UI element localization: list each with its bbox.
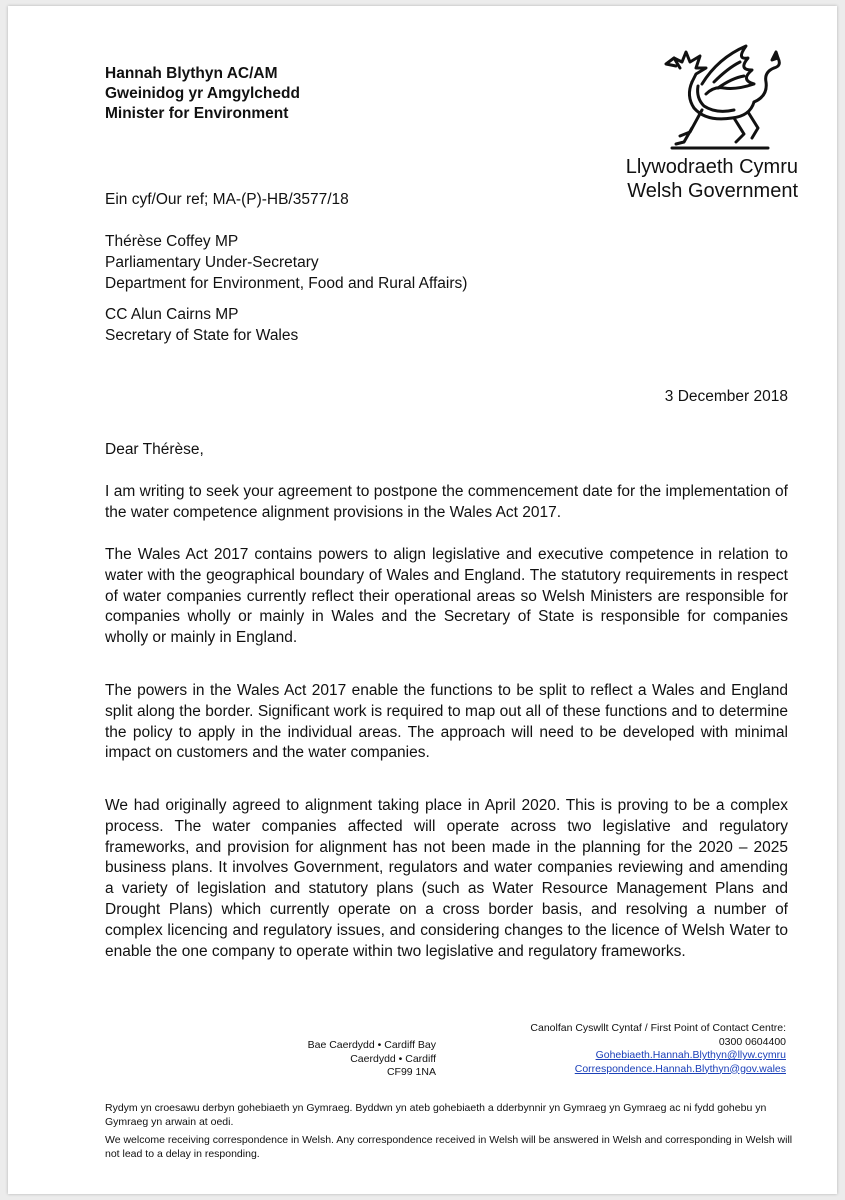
footer-contact xyxy=(448,1022,786,1076)
government-name-english: Welsh Government xyxy=(627,180,798,202)
paragraph-1: I am writing to seek your agreement to postpone the commencement date for the implementation of the water competence alignment provisions in the Wales Act 2017. xyxy=(105,483,788,521)
email-link-welsh[interactable]: Gohebiaeth.Hannah.Blythyn@llyw.cymru xyxy=(595,1049,786,1061)
welsh-dragon-icon xyxy=(636,38,786,156)
sender-title-welsh: Gweinidog yr Amgylchedd xyxy=(105,85,300,102)
letter-page xyxy=(8,6,837,1194)
contact-title: Canolfan Cyswllt Cyntaf / First Point of Contact Centre: xyxy=(530,1022,786,1034)
recipient-block xyxy=(105,232,788,294)
english-language-note: We welcome receiving correspondence in Welsh. Any correspondence received in Welsh will be answered in Welsh and corresponding in Welsh will not lead to a delay in responding. xyxy=(105,1134,793,1160)
welsh-language-note: Rydym yn croesawu derbyn gohebiaeth yn Gymraeg. Byddwn yn ateb gohebiaeth a dderbynnir yn Gymraeg yn Gymraeg ac ni fydd gohebu yn Gymraeg yn arwain at oedi. xyxy=(105,1102,767,1128)
address-line: Caerdydd • Cardiff xyxy=(350,1052,436,1065)
sender-block xyxy=(105,64,300,124)
cc-name: CC Alun Cairns MP xyxy=(105,306,239,323)
sender-title-english: Minister for Environment xyxy=(105,105,289,122)
recipient-department: Department for Environment, Food and Rural Affairs) xyxy=(105,274,468,292)
recipient-title: Parliamentary Under-Secretary xyxy=(105,253,319,271)
sender-name: Hannah Blythyn AC/AM xyxy=(105,65,278,82)
cc-title: Secretary of State for Wales xyxy=(105,326,299,344)
address-line: CF99 1NA xyxy=(386,1066,436,1078)
paragraph-3: The powers in the Wales Act 2017 enable the functions to be split to reflect a Wales and England split along the border. Significant work is required to map out all of these functions and to determine the policy to apply in the individual areas. The approach will need to be developed with minimal impact on customers and the water companies. xyxy=(105,682,788,762)
paragraph-4: We had originally agreed to alignment taking place in April 2020. This is proving to be a complex process. The water companies affected will operate across two legislative and regulatory frameworks, and provision for alignment has not been made in the planning for the 2020 – 2025 business plans. It involves Government, regulators and water companies reviewing and amending a variety of legislation and statutory plans (such as Water Resource Management Plans and Drought Plans) which currently operate on a cross border basis, and resolving a number of complex licencing and regulatory issues, and considering changes to the licence of Welsh Water to enable the one company to operate within two legislative and regulatory frameworks. xyxy=(105,797,788,960)
recipient-name: Thérèse Coffey MP xyxy=(105,233,239,250)
paragraph-2: The Wales Act 2017 contains powers to align legislative and executive competence in relation to water with the geographical boundary of Wales and England. The statutory requirements in respect of water companies currently reflect their operational areas so Welsh Ministers are responsible for companies wholly or mainly in Wales and the Secretary of State is responsible for companies wholly or mainly in England. xyxy=(105,546,788,647)
footer-address xyxy=(208,1039,436,1080)
contact-phone: 0300 0604400 xyxy=(718,1035,786,1048)
reference-line: Ein cyf/Our ref; MA-(P)-HB/3577/18 xyxy=(105,191,349,208)
email-link-english[interactable]: Correspondence.Hannah.Blythyn@gov.wales xyxy=(574,1062,786,1075)
letter-date: 3 December 2018 xyxy=(664,388,788,405)
cc-block xyxy=(105,305,788,347)
government-name-welsh: Llywodraeth Cymru xyxy=(625,156,798,178)
salutation: Dear Thérèse, xyxy=(105,441,204,458)
address-line: Bae Caerdydd • Cardiff Bay xyxy=(307,1039,436,1051)
